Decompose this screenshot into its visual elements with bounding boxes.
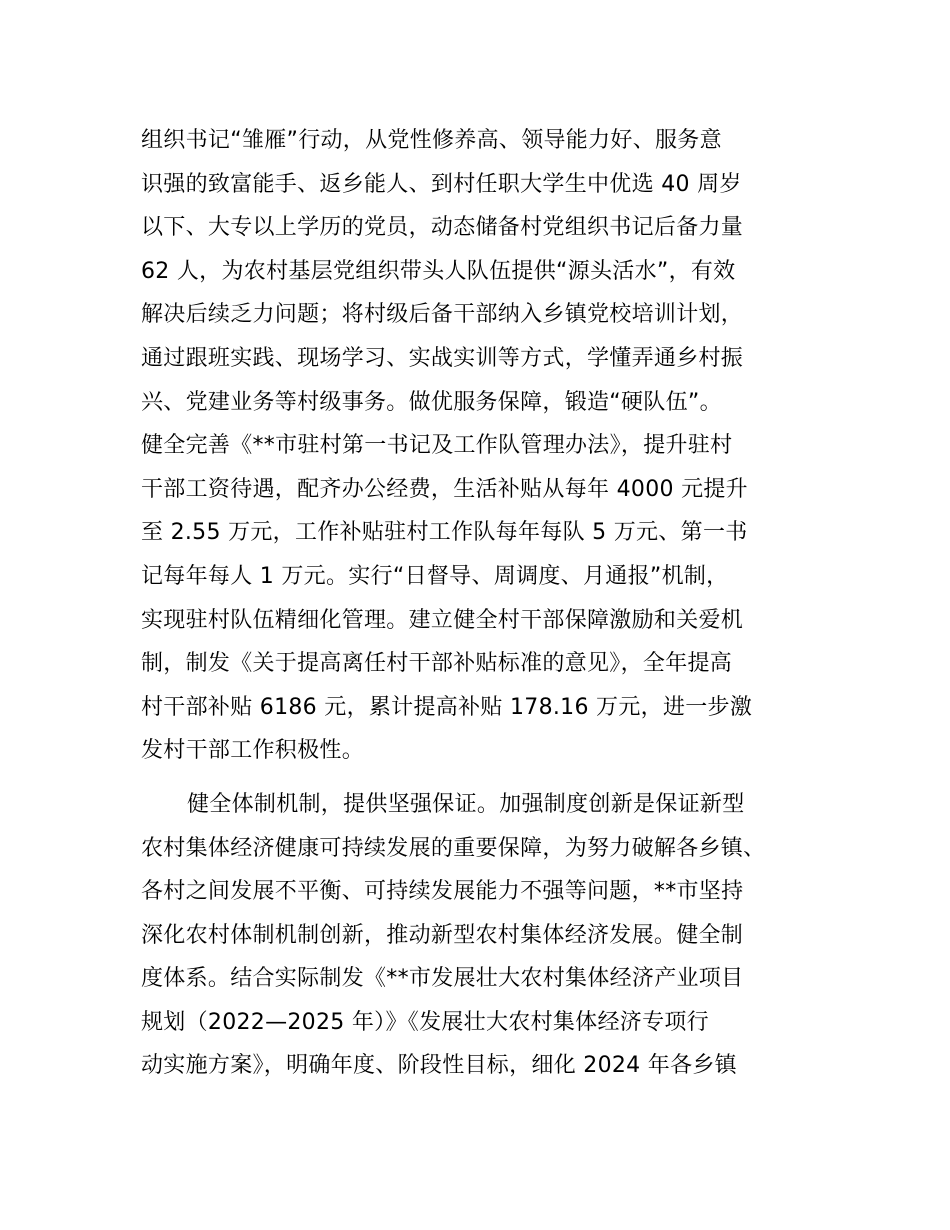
- text-line: 度体系。结合实际制发《**市发展壮大农村集体经济产业项目: [141, 966, 744, 992]
- text-line: 至 2.55 万元，工作补贴驻村工作队每年每队 5 万元、第一书: [141, 520, 748, 546]
- text-line: 各村之间发展不平衡、可持续发展能力不强等问题，**市坚持: [141, 879, 744, 905]
- paragraph-2: [141, 783, 831, 1088]
- text-line: 健全完善《**市驻村第一书记及工作队管理办法》，提升驻村: [141, 433, 733, 459]
- text-line: 深化农村体制机制创新，推动新型农村集体经济发展。健全制: [141, 922, 744, 948]
- text-line: 通过跟班实践、现场学习、实战实训等方式，学懂弄通乡村振: [141, 345, 744, 371]
- text-line: 识强的致富能手、返乡能人、到村任职大学生中优选 40 周岁: [141, 171, 742, 197]
- paragraph-spacer: [141, 773, 831, 783]
- text-line: 村干部补贴 6186 元，累计提高补贴 178.16 万元，进一步激: [141, 694, 753, 720]
- text-line: 以下、大专以上学历的党员，动态储备村党组织书记后备力量: [141, 215, 744, 241]
- paragraph-1: [141, 119, 831, 773]
- text-line: 农村集体经济健康可持续发展的重要保障，为努力破解各乡镇、: [141, 835, 766, 861]
- text-line: 组织书记“雏雁”行动，从党性修养高、领导能力好、服务意: [141, 128, 722, 153]
- text-line: 62 人，为农村基层党组织带头人队伍提供“源头活水”，有效: [141, 258, 736, 284]
- text-line: 制，制发《关于提高离任村干部补贴标准的意见》，全年提高: [141, 651, 733, 677]
- text-line: 规划（2022—2025 年）》《发展壮大农村集体经济专项行: [141, 1009, 709, 1035]
- text-line: 动实施方案》，明确年度、阶段性目标，细化 2024 年各乡镇: [141, 1053, 737, 1079]
- text-line: 记每年每人 1 万元。实行“日督导、周调度、月通报”机制，: [141, 563, 729, 589]
- text-line: 干部工资待遇，配齐办公经费，生活补贴从每年 4000 元提升: [141, 476, 748, 502]
- document-body: [141, 119, 831, 1088]
- text-line: 发村干部工作积极性。: [141, 738, 365, 764]
- text-line: 解决后续乏力问题；将村级后备干部纳入乡镇党校培训计划，: [141, 302, 744, 328]
- text-line: 健全体制机制，提供坚强保证。加强制度创新是保证新型: [187, 791, 745, 817]
- text-line: 实现驻村队伍精细化管理。建立健全村干部保障激励和关爱机: [141, 607, 744, 633]
- text-line: 兴、党建业务等村级事务。做优服务保障，锻造“硬队伍”。: [141, 389, 722, 415]
